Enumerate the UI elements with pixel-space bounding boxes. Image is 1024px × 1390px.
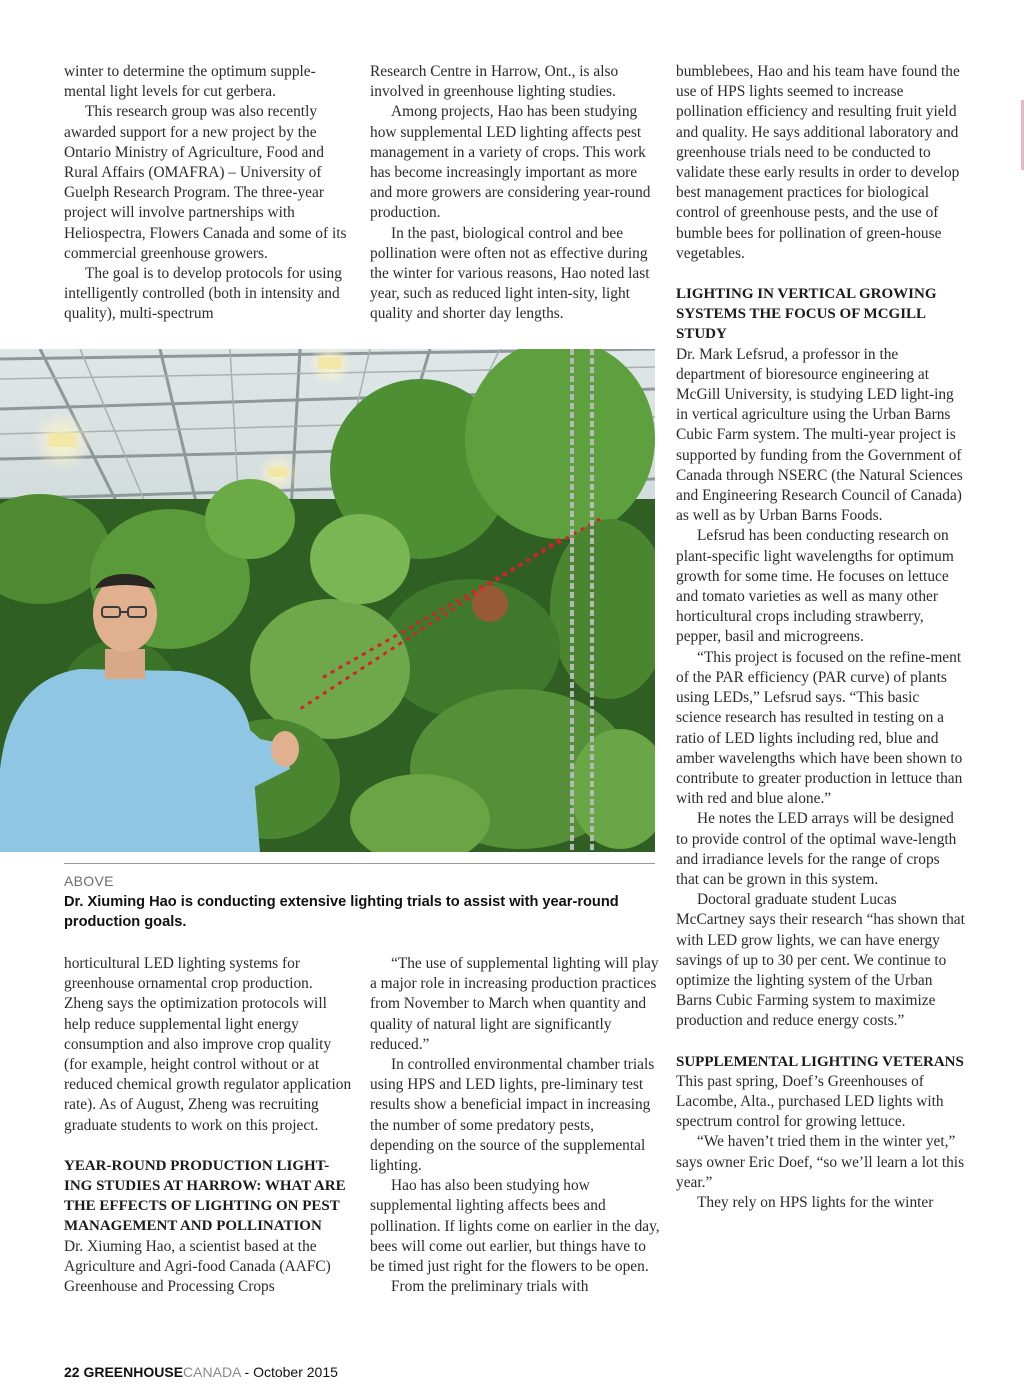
paragraph: bumblebees, Hao and his team have found the use of HPS lights seemed to increase pollination efficiency and resulting fruit yield and quality. He says additional laboratory and greenhouse trials need to be conducted to validate these early results in order to develop best management practices for biological control of greenhouse pests, and the use of bumble bees for pollination of green-house vegetables. <box>676 63 960 262</box>
paragraph: Among projects, Hao has been studying how supplemental LED lighting affects pest management in a variety of crops. This work has become increasingly important as more and more growers are considering year-round production. <box>370 103 651 222</box>
section-heading-mcgill: LIGHTING IN VERTICAL GROWING SYSTEMS THE FOCUS OF MCGILL STUDY <box>676 286 937 343</box>
paragraph: “We haven’t tried them in the winter yet,” says owner Eric Doef, “so we’ll learn a lot this year.” <box>676 1133 965 1191</box>
column-1-top <box>64 62 354 325</box>
paragraph: Hao has also been studying how supplemental lighting affects bees and pollination. If lights come on earlier in the day, bees will come out earlier, but things have to be timed just right for the flowers to be open. <box>370 1177 660 1276</box>
paragraph: Research Centre in Harrow, Ont., is also involved in greenhouse lighting studies. <box>370 63 619 101</box>
paragraph: winter to determine the optimum supple-mental light levels for cut gerbera. <box>64 63 316 101</box>
issue-date: - October 2015 <box>244 1364 338 1380</box>
section-heading-harrow: YEAR-ROUND PRODUCTION LIGHT-ING STUDIES AT HARROW: WHAT ARE THE EFFECTS OF LIGHTING ON PEST MANAGEMENT AND POLLINATION <box>64 1157 346 1235</box>
paragraph: Dr. Xiuming Hao, a scientist based at the Agriculture and Agri-food Canada (AAFC) Greenhouse and Processing Crops <box>64 1237 331 1296</box>
paragraph: horticultural LED lighting systems for greenhouse ornamental crop production. Zheng says the optimization protocols will help reduce supplemental light energy consumption and also improve crop quality (for example, height control without or at reduced chemical growth regulator application rate). As of August, Zheng was recruiting graduate students to work on this project. <box>64 955 352 1134</box>
caption-rule <box>64 863 655 864</box>
section-heading-veterans: SUPPLEMENTAL LIGHTING VETERANS <box>676 1053 964 1070</box>
column-1-bottom <box>64 954 354 1297</box>
photo-illustration <box>0 349 655 852</box>
paragraph: Dr. Mark Lefsrud, a professor in the department of bioresource engineering at McGill University, is studying LED light-ing in vertical agriculture using the Urban Barns Cubic Farm system. The multi-year project is supported by funding from the Government of Canada through NSERC (the Natural Sciences and Engineering Research Council of Canada) as well as by Urban Barns Foods. <box>676 345 963 525</box>
paragraph: From the preliminary trials with <box>391 1278 589 1296</box>
paragraph: In the past, biological control and bee pollination were often not as effective during the winter for various reasons, Hao noted last year, such as reduced light inten-sity, light quality and shorter day lengths. <box>370 224 650 323</box>
column-3 <box>676 62 966 1213</box>
paragraph: Lefsrud has been conducting research on plant-specific light wavelengths for optimum growth for some time. He focuses on lettuce and tomato varieties as well as many other horticultural crops including strawberry, pepper, basil and microgreens. <box>676 527 954 646</box>
page-footer <box>64 1364 338 1380</box>
photo-caption: Dr. Xiuming Hao is conducting extensive lighting trials to assist with year-round production goals. <box>64 894 619 930</box>
greenhouse-researcher-photo <box>0 349 655 852</box>
magazine-name-suffix: CANADA <box>183 1364 241 1380</box>
magazine-name: GREENHOUSE <box>83 1364 184 1380</box>
page-number: 22 <box>64 1364 80 1380</box>
column-2-bottom <box>370 954 660 1297</box>
paragraph: They rely on HPS lights for the winter <box>697 1193 934 1211</box>
paragraph: In controlled environmental chamber trials using HPS and LED lights, pre-liminary test results show a beneficial impact in increasing the number of some predatory pests, depending on the source of the supplemental lighting. <box>370 1056 655 1175</box>
paragraph: He notes the LED arrays will be designed to provide control of the optimal wave-length and irradiance levels for the range of crops that can be grown in this system. <box>676 810 957 888</box>
paragraph: Doctoral graduate student Lucas McCartney says their research “has shown that with LED grow lights, we can have energy savings of up to 30 per cent. We continue to optimize the lighting system of the Urban Barns Cubic Farming system to maximize production and reduce energy costs.” <box>676 891 965 1030</box>
paragraph: This research group was also recently awarded support for a new project by the Ontario Ministry of Agriculture, Food and Rural Affairs (OMAFRA) – University of Guelph Research Program. The three-year project will involve partnerships with Heliospectra, Flowers Canada and some of its commercial greenhouse growers. <box>64 103 347 262</box>
column-2-top <box>370 62 660 325</box>
paragraph: The goal is to develop protocols for using intelligently controlled (both in intensity and quality), multi-spectrum <box>64 265 342 323</box>
paragraph: “The use of supplemental lighting will play a major role in increasing production practices from November to March when quantity and quality of natural light are significantly reduced.” <box>370 955 659 1053</box>
paragraph: This past spring, Doef’s Greenhouses of Lacombe, Alta., purchased LED lights with spectrum control for growing lettuce. <box>676 1072 944 1131</box>
caption-label: ABOVE <box>64 873 114 889</box>
paragraph: “This project is focused on the refine-ment of the PAR efficiency (PAR curve) of plants using LEDs,” Lefsrud says. “This basic science research has resulted in testing on a ratio of LED lights including red, blue and amber wavelengths which have been shown to contribute to greater production in lettuce than with red and blue alone.” <box>676 648 963 808</box>
